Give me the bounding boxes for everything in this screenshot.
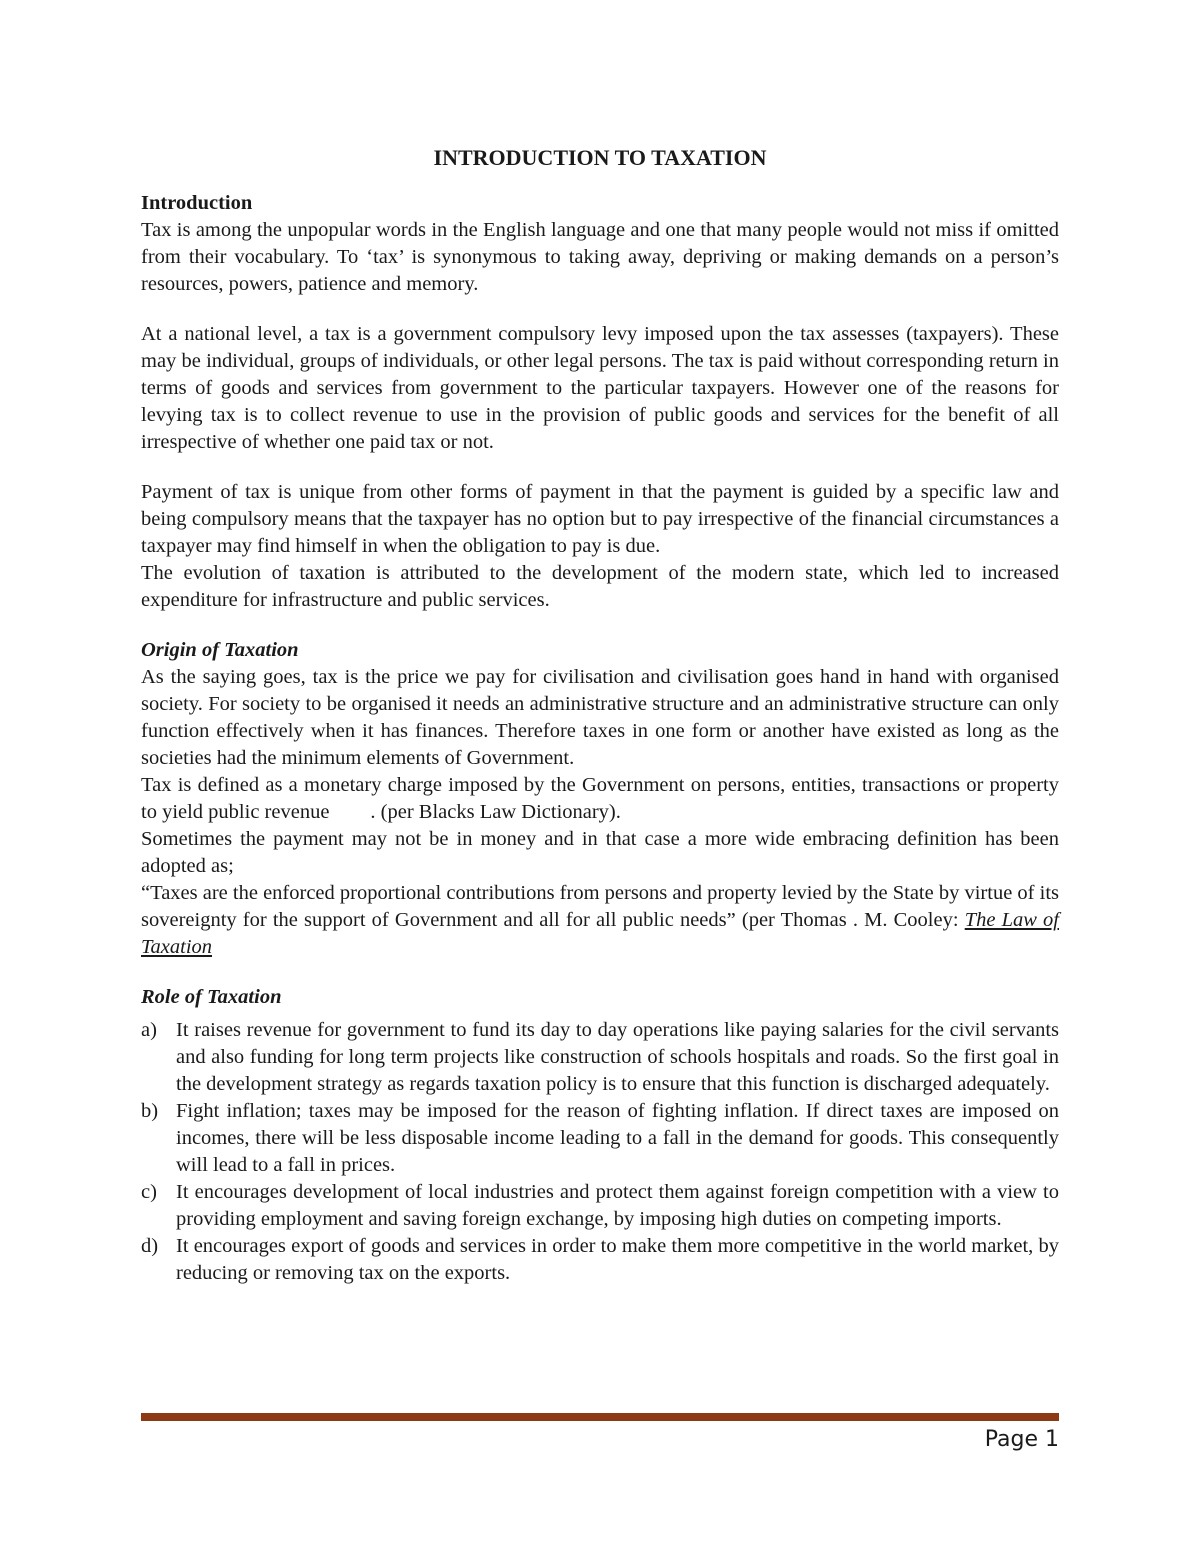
list-item-text: It raises revenue for government to fund its day to day operations like paying salaries for the civil servants and also funding for long term projects like construction of schools hospitals and roads. So the first goal in the development strategy as regards taxation policy is to ensure that this function is discharged adequately. bbox=[176, 1019, 1059, 1095]
paragraph: The evolution of taxation is attributed to the development of the modern state, which led to increased expenditure for infrastructure and public services. bbox=[141, 562, 1059, 611]
list-item bbox=[141, 1233, 1059, 1287]
paragraph: Tax is among the unpopular words in the English language and one that many people would not miss if omitted from their vocabulary. To ‘tax’ is synonymous to taking away, depriving or making demands on a person’s resources, powers, patience and memory. bbox=[141, 219, 1059, 295]
section-heading-role: Role of Taxation bbox=[141, 986, 282, 1008]
list-marker: b) bbox=[141, 1100, 159, 1122]
paragraph: Tax is defined as a monetary charge imposed by the Government on persons, entities, transactions or property to yield public revenue . (per Blacks Law Dictionary). bbox=[141, 774, 1059, 823]
quote-source: The Law of Taxation bbox=[141, 909, 1059, 958]
list-item-text: Fight inflation; taxes may be imposed for the reason of fighting inflation. If direct taxes are imposed on incomes, there will be less disposable income leading to a fall in the demand for goods. This consequently will lead to a fall in prices. bbox=[176, 1100, 1059, 1176]
list-marker: a) bbox=[141, 1019, 157, 1041]
list-item-text: It encourages export of goods and services in order to make them more competitive in the world market, by reducing or removing tax on the exports. bbox=[176, 1235, 1059, 1284]
quote-paragraph bbox=[141, 880, 1059, 961]
footer-rule bbox=[141, 1413, 1059, 1421]
paragraph: As the saying goes, tax is the price we pay for civilisation and civilisation goes hand in hand with organised society. For society to be organised it needs an administrative structure and an administrative structure can only function effectively when it has finances. Therefore taxes in one form or another have existed as long as the societies had the minimum elements of Government. bbox=[141, 666, 1059, 769]
quote-text: “Taxes are the enforced proportional contributions from persons and property levied by the State by virtue of its sovereignty for the support of Government and all for all public needs” (per Thomas . M. Cooley: bbox=[141, 882, 1059, 931]
section-heading-introduction: Introduction bbox=[141, 192, 253, 214]
list-marker: d) bbox=[141, 1235, 159, 1257]
role-list bbox=[141, 1017, 1059, 1287]
list-marker: c) bbox=[141, 1181, 157, 1203]
list-item bbox=[141, 1017, 1059, 1098]
list-item-text: It encourages development of local industries and protect them against foreign competition with a view to providing employment and saving foreign exchange, by imposing high duties on competing imports. bbox=[176, 1181, 1059, 1230]
document-title: INTRODUCTION TO TAXATION bbox=[433, 145, 767, 170]
section-origin bbox=[141, 637, 1059, 961]
list-item bbox=[141, 1179, 1059, 1233]
paragraph: Sometimes the payment may not be in money and in that case a more wide embracing definition has been adopted as; bbox=[141, 828, 1059, 877]
document-page bbox=[141, 140, 1059, 1287]
section-heading-origin: Origin of Taxation bbox=[141, 639, 299, 661]
paragraph: At a national level, a tax is a government compulsory levy imposed upon the tax assesses (taxpayers). These may be individual, groups of individuals, or other legal persons. The tax is paid without corresponding return in terms of goods and services from government to the particular taxpayers. However one of the reasons for levying tax is to collect revenue to use in the provision of public goods and services for the benefit of all irrespective of whether one paid tax or not. bbox=[141, 323, 1059, 453]
paragraph: Payment of tax is unique from other forms of payment in that the payment is guided by a specific law and being compulsory means that the taxpayer has no option but to pay irrespective of the financial circumstances a taxpayer may find himself in when the obligation to pay is due. bbox=[141, 481, 1059, 557]
section-role bbox=[141, 984, 1059, 1287]
page-number: Page 1 bbox=[984, 1427, 1059, 1452]
list-item bbox=[141, 1098, 1059, 1179]
section-introduction bbox=[141, 190, 1059, 614]
